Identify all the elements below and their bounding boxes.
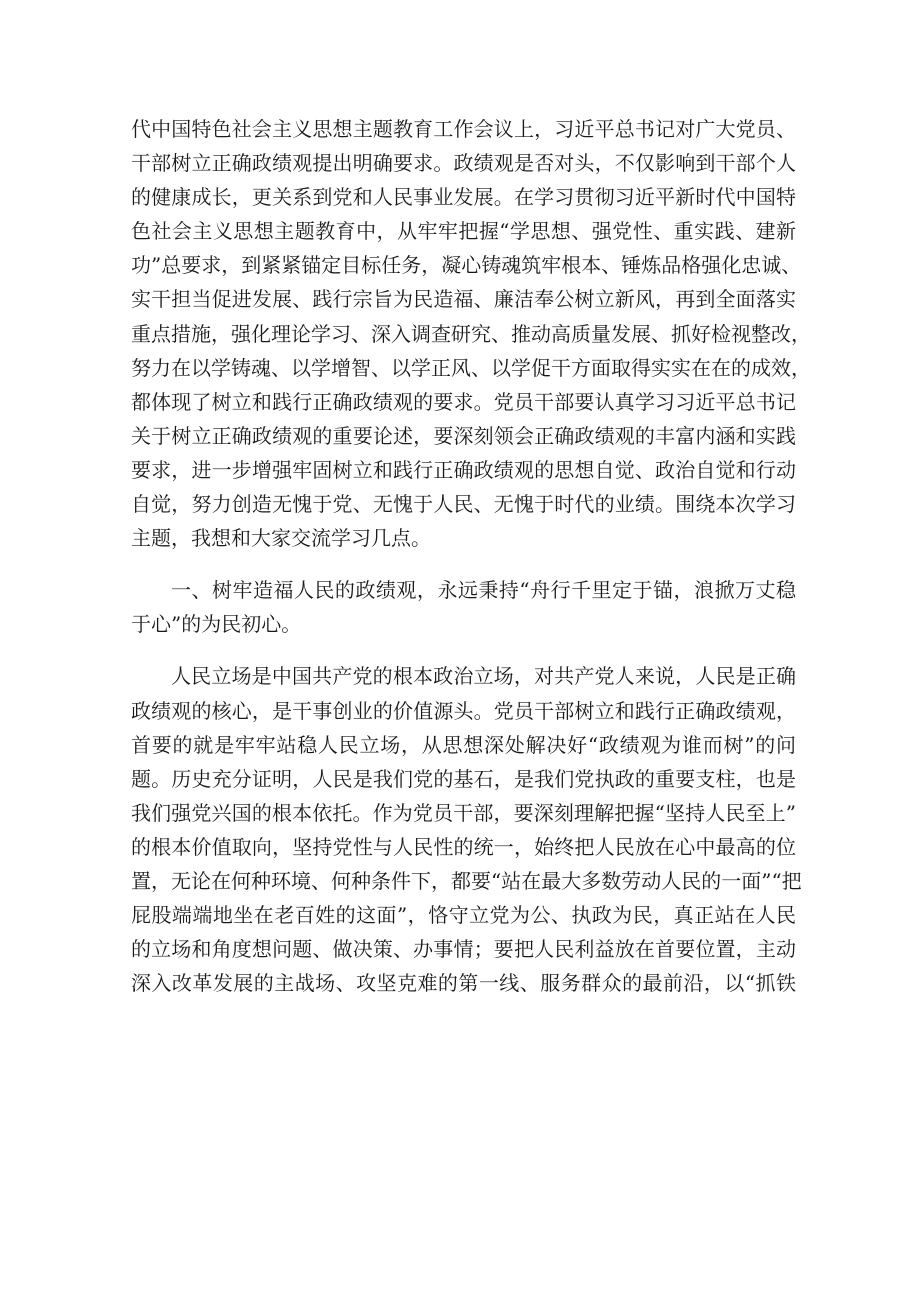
text-line: 人民立场是中国共产党的根本政治立场，对共产党人来说，人民是正确	[171, 664, 796, 689]
paragraph-body-1	[131, 659, 802, 1000]
text-line: 置，无论在何种环境、何种条件下，都要“站在最大多数劳动人民的一面”“把	[131, 868, 802, 893]
text-line: 功”总要求，到紧紧锚定目标任务，凝心铸魂筑牢根本、锤炼品格强化忠诚、	[131, 253, 802, 278]
text-line: 我们强党兴国的根本依托。作为党员干部，要深刻理解把握“坚持人民至上”	[131, 800, 796, 825]
paragraph-spacer	[131, 555, 796, 573]
text-line: 色社会主义思想主题教育中，从牢牢把握“学思想、强党性、重实践、建新	[131, 219, 796, 244]
text-line: 的立场和角度想问题、做决策、办事情；要把人民利益放在首要位置，主动	[131, 937, 796, 962]
text-line: 题。历史充分证明，人民是我们党的基石，是我们党执政的重要支柱，也是	[131, 766, 796, 791]
heading-line: 一、树牢造福人民的政绩观，永远秉持“舟行千里定于锚，浪掀万丈稳	[171, 578, 796, 603]
text-line: 政绩观的核心，是干事创业的价值源头。党员干部树立和践行正确政绩观，	[131, 698, 796, 723]
paragraph-spacer	[131, 641, 796, 659]
text-line: 自觉，努力创造无愧于党、无愧于人民、无愧于时代的业绩。围绕本次学习	[131, 492, 796, 517]
text-line: 干部树立正确政绩观提出明确要求。政绩观是否对头，不仅影响到干部个人	[131, 151, 796, 176]
text-line: 深入改革发展的主战场、攻坚克难的第一线、服务群众的最前沿，以“抓铁	[131, 971, 796, 996]
heading-line: 于心”的为民初心。	[131, 612, 302, 637]
text-line: 关于树立正确政绩观的重要论述，要深刻领会正确政绩观的丰富内涵和实践	[131, 423, 796, 448]
text-line: 主题，我想和大家交流学习几点。	[131, 526, 431, 551]
text-line: 代中国特色社会主义思想主题教育工作会议上，习近平总书记对广大党员、	[131, 117, 796, 141]
paragraph-intro	[131, 112, 811, 555]
text-line: 都体现了树立和践行正确政绩观的要求。党员干部要认真学习习近平总书记	[131, 389, 796, 414]
text-line: 努力在以学铸魂、以学增智、以学正风、以学促干方面取得实实在在的成效，	[131, 355, 811, 380]
section-heading-1	[131, 573, 796, 641]
text-line: 要求，进一步增强牢固树立和践行正确政绩观的思想自觉、政治自觉和行动	[131, 457, 796, 482]
text-line: 的根本价值取向，坚持党性与人民性的统一，始终把人民放在心中最高的位	[131, 834, 796, 859]
document-body	[131, 112, 811, 1000]
text-line: 重点措施，强化理论学习、深入调查研究、推动高质量发展、抓好检视整改，	[131, 321, 811, 346]
text-line: 首要的就是牢牢站稳人民立场，从思想深处解决好“政绩观为谁而树”的问	[131, 732, 796, 757]
text-line: 实干担当促进发展、践行宗旨为民造福、廉洁奉公树立新风，再到全面落实	[131, 287, 796, 312]
text-line: 的健康成长，更关系到党和人民事业发展。在学习贯彻习近平新时代中国特	[131, 185, 796, 210]
text-line: 屁股端端地坐在老百姓的这面”，恪守立党为公、执政为民，真正站在人民	[131, 903, 796, 928]
